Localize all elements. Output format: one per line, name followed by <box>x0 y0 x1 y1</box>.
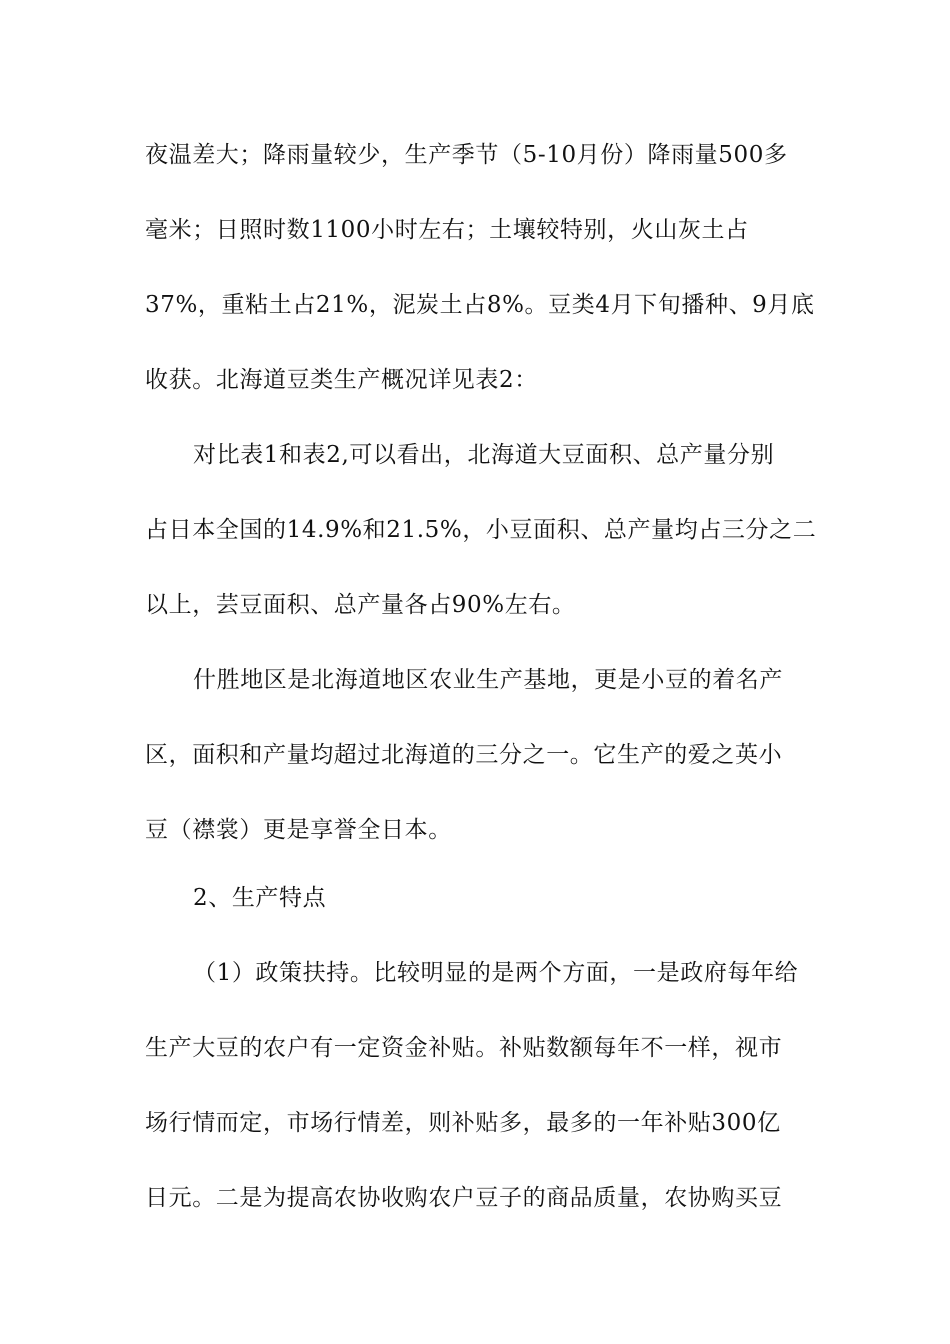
paragraph-line: 37%，重粘土占21%，泥炭土占8%。豆类4月下旬播种、9月底 <box>145 292 815 318</box>
paragraph-line: 占日本全国的14.9%和21.5%，小豆面积、总产量均占三分之二 <box>145 517 817 543</box>
paragraph-line: 场行情而定，市场行情差，则补贴多，最多的一年补贴300亿 <box>145 1110 781 1136</box>
section-heading: 2、生产特点 <box>193 885 327 911</box>
paragraph-line: 生产大豆的农户有一定资金补贴。补贴数额每年不一样，视市 <box>145 1035 783 1061</box>
paragraph-line: 夜温差大；降雨量较少，生产季节（5-10月份）降雨量500多 <box>145 142 788 168</box>
paragraph-line: 日元。二是为提高农协收购农户豆子的商品质量，农协购买豆 <box>145 1185 783 1211</box>
paragraph-first-line: 什胜地区是北海道地区农业生产基地，更是小豆的着名产 <box>193 667 783 693</box>
paragraph-line: 豆（襟裳）更是享誉全日本。 <box>145 817 452 843</box>
paragraph-line: 收获。北海道豆类生产概况详见表2： <box>145 367 538 393</box>
paragraph-first-line: 对比表1和表2,可以看出，北海道大豆面积、总产量分别 <box>193 442 775 468</box>
paragraph-line: 以上，芸豆面积、总产量各占90%左右。 <box>145 592 576 618</box>
paragraph-first-line: （1）政策扶持。比较明显的是两个方面，一是政府每年给 <box>193 960 799 986</box>
paragraph-line: 区，面积和产量均超过北海道的三分之一。它生产的爱之英小 <box>145 742 783 768</box>
paragraph-line: 毫米；日照时数1100小时左右；土壤较特别，火山灰土占 <box>145 217 749 243</box>
